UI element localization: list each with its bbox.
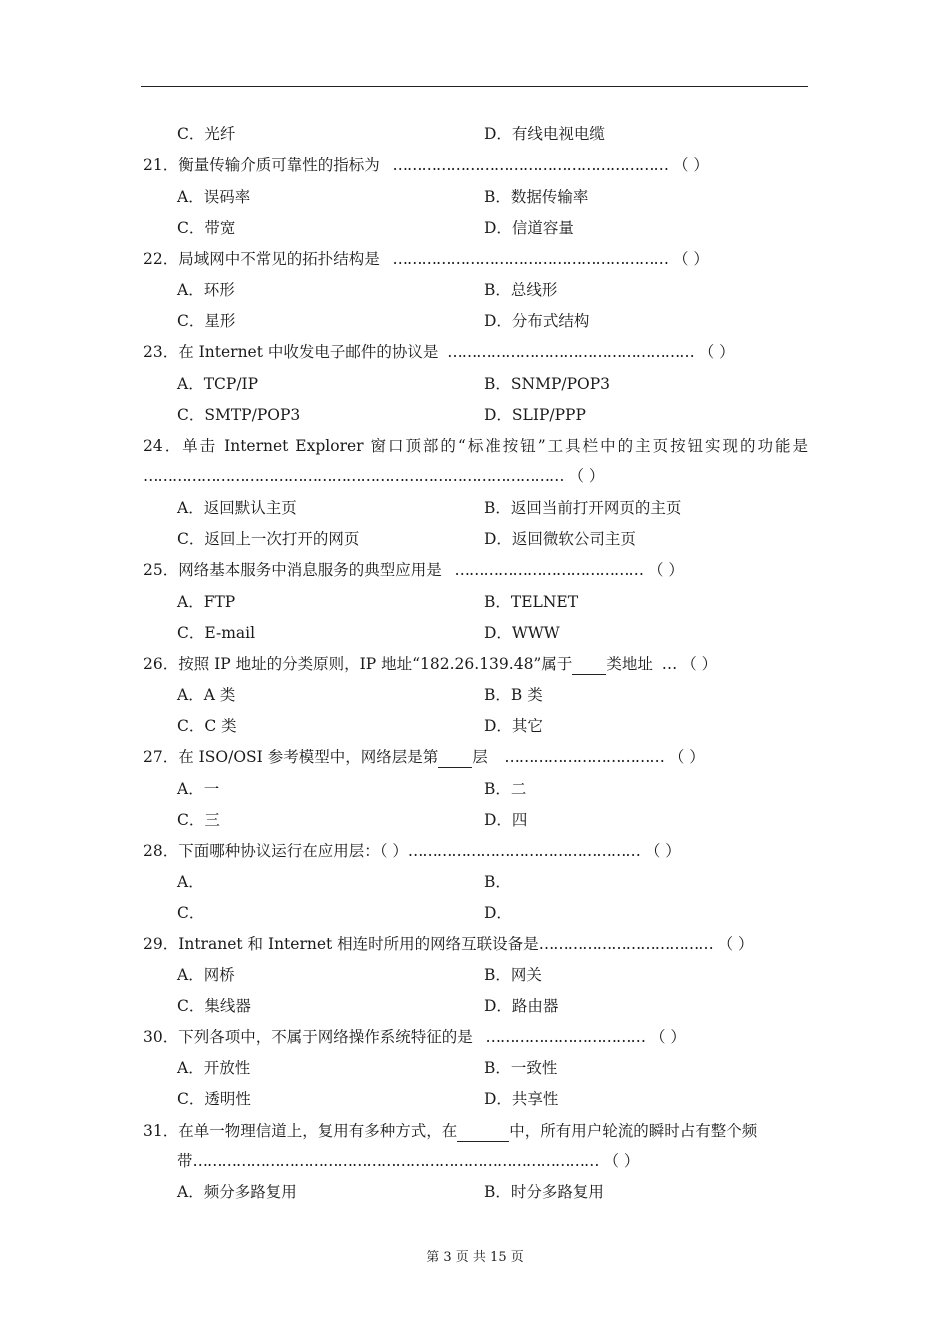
dot-leader: …………………………………………… [443, 343, 694, 361]
dot-leader: ………………………………………… [407, 842, 640, 860]
q23-stem [143, 342, 735, 362]
answer-paren: （ ） [644, 842, 681, 860]
q23-option-b: B．SNMP/POP3 [484, 375, 611, 393]
answer-paren: （ ） [649, 1028, 686, 1046]
answer-paren: （ ） [603, 1152, 640, 1170]
q25-option-a: A．FTP [177, 593, 236, 611]
q29-option-d: D．路由器 [484, 997, 559, 1015]
q27-stem [143, 747, 705, 768]
q24-option-d: D．返回微软公司主页 [484, 530, 636, 548]
q29-option-c: C．集线器 [177, 997, 251, 1015]
answer-paren: （ ） [668, 748, 705, 766]
q24-option-c: C．返回上一次打开的网页 [177, 530, 360, 548]
dot-leader: ………………………………… [446, 561, 644, 579]
q29-option-b: B．网关 [484, 966, 542, 984]
q23-option-c: C．SMTP/POP3 [177, 406, 301, 424]
q31-stem-tail: 中，所有用户轮流的瞬时占有整个频 [509, 1122, 758, 1140]
q21-option-b: B．数据传输率 [484, 188, 589, 206]
q25-option-b: B．TELNET [484, 593, 579, 611]
q27-stem-text: 27．在 ISO/OSI 参考模型中，网络层是第 [143, 748, 439, 766]
answer-paren: （ ） [698, 343, 735, 361]
q22-option-c: C．星形 [177, 312, 236, 330]
answer-paren: （ ） [681, 655, 718, 673]
q23-stem-text: 23．在 Internet 中收发电子邮件的协议是 [143, 343, 439, 361]
q31-stem-continued [177, 1151, 639, 1171]
answer-paren: （ ） [717, 935, 754, 953]
dot-leader: ……………………………… [538, 935, 713, 953]
q30-stem-text: 30．下列各项中，不属于网络操作系统特征的是 [143, 1028, 473, 1046]
q23-option-d: D．SLIP/PPP [484, 406, 586, 424]
dot-leader: … [657, 655, 677, 673]
q31-stem-text: 31．在单一物理信道上，复用有多种方式，在 [143, 1122, 458, 1140]
q22-option-d: D．分布式结构 [484, 312, 590, 330]
dot-leader: ………………………………………………… [384, 250, 669, 268]
q22-option-a: A．环形 [177, 281, 235, 299]
q22-option-b: B．总线形 [484, 281, 558, 299]
q28-stem-text: 28．下面哪种协议运行在应用层：（ ） [143, 842, 408, 860]
answer-paren: （ ） [568, 467, 605, 485]
q26-option-a: A．A 类 [177, 686, 236, 704]
q22-stem-text: 22．局域网中不常见的拓扑结构是 [143, 250, 380, 268]
q23-option-a: A．TCP/IP [177, 375, 259, 393]
q30-option-b: B．一致性 [484, 1059, 558, 1077]
q27-option-d: D．四 [484, 811, 528, 829]
q31-stem [143, 1121, 757, 1142]
q28-option-b: B． [484, 873, 511, 891]
q28-option-c: C． [177, 904, 205, 922]
q21-stem-text: 21．衡量传输介质可靠性的指标为 [143, 156, 380, 174]
q24-option-a: A．返回默认主页 [177, 499, 297, 517]
q28-option-a: A． [177, 873, 204, 891]
q31-option-b: B．时分多路复用 [484, 1183, 604, 1201]
answer-paren: （ ） [672, 156, 709, 174]
q25-option-d: D．WWW [484, 624, 560, 642]
q26-option-c: C．C 类 [177, 717, 237, 735]
dot-leader: …………………………………………………………………………… [143, 467, 564, 485]
q29-stem [143, 934, 754, 954]
q28-option-d: D． [484, 904, 512, 922]
q21-option-d: D．信道容量 [484, 219, 574, 237]
q30-option-c: C．透明性 [177, 1090, 251, 1108]
dot-leader: …………………………… [477, 1028, 646, 1046]
q29-option-a: A．网桥 [177, 966, 235, 984]
q30-stem [143, 1027, 686, 1047]
q28-stem [143, 841, 681, 861]
dot-leader: ………………………………………………… [384, 156, 669, 174]
q26-stem-tail: 类地址 [606, 655, 653, 673]
q24-leader-line [143, 466, 604, 486]
dot-leader: ………………………………………………………………………… [192, 1152, 599, 1170]
answer-paren: （ ） [672, 250, 709, 268]
q25-stem-text: 25．网络基本服务中消息服务的典型应用是 [143, 561, 442, 579]
q20-option-c: C．光纤 [177, 125, 236, 143]
header-rule [141, 86, 808, 87]
fill-blank [457, 1121, 509, 1142]
page-footer: 第 3 页 共 15 页 [426, 1250, 524, 1265]
q24-stem: 24．单击 Internet Explorer 窗口顶部的“标准按钮”工具栏中的主页按钮实现的功能是 [143, 437, 808, 455]
q25-stem [143, 560, 684, 580]
q26-option-b: B．B 类 [484, 686, 543, 704]
q31-option-a: A．频分多路复用 [177, 1183, 297, 1201]
q22-stem [143, 249, 709, 269]
answer-paren: （ ） [647, 561, 684, 579]
q31-stem-line2: 带 [177, 1152, 193, 1170]
q24-option-b: B．返回当前打开网页的主页 [484, 499, 682, 517]
q20-option-d: D．有线电视电缆 [484, 125, 605, 143]
q27-option-a: A．一 [177, 780, 220, 798]
q30-option-a: A．开放性 [177, 1059, 251, 1077]
q26-option-d: D．其它 [484, 717, 543, 735]
fill-blank [572, 654, 606, 675]
q27-option-c: C．三 [177, 811, 220, 829]
dot-leader: …………………………… [492, 748, 664, 766]
q27-stem-tail: 层 [472, 748, 488, 766]
q27-option-b: B．二 [484, 780, 527, 798]
q21-option-c: C．带宽 [177, 219, 236, 237]
q21-option-a: A．误码率 [177, 188, 251, 206]
q21-stem [143, 155, 709, 175]
q25-option-c: C．E-mail [177, 624, 256, 642]
q26-stem-text: 26．按照 IP 地址的分类原则，IP 地址“182.26.139.48”属于 [143, 655, 573, 673]
q29-stem-text: 29．Intranet 和 Internet 相连时所用的网络互联设备是 [143, 935, 539, 953]
q30-option-d: D．共享性 [484, 1090, 559, 1108]
fill-blank [438, 747, 472, 768]
q26-stem [143, 654, 717, 675]
